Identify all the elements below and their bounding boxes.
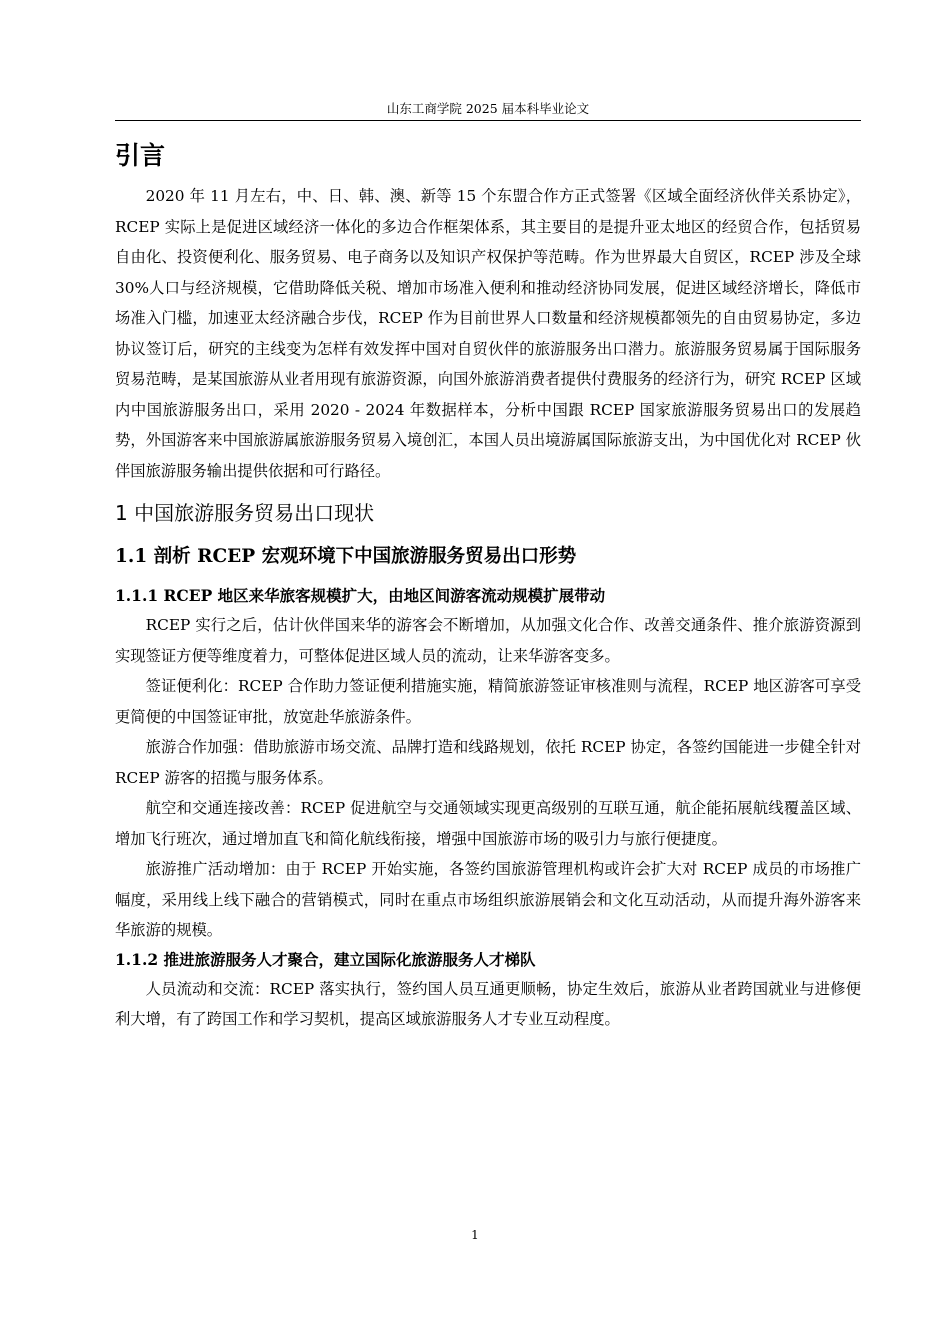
paragraph-talent-mobility: 人员流动和交流：RCEP 落实执行，签约国人员互通更顺畅，协定生效后，旅游从业者跨国就业与进修便利大增，有了跨国工作和学习契机，提高区域旅游服务人才专业互动程度。 [115,979,861,1028]
page-body [115,133,861,1035]
chapter-1-heading: 1 中国旅游服务贸易出口现状 [115,501,375,525]
intro-paragraph: 2020 年 11 月左右，中、日、韩、澳、新等 15 个东盟合作方正式签署《区域全面经济伙伴关系协定》，RCEP 实际上是促进区域经济一体化的多边合作框架体系，其主要目的是提升亚太地区的经贸合作，包括贸易自由化、投资便利化、服务贸易、电子商务以及知识产权保护等范畴。作为世界最大自贸区，RCEP 涉及全球 30%人口与经济规模，它借助降低关税、增加市场准入便利和推动经济协同发展，促进区域经济增长，降低市场准入门槛，加速亚太经济融合步伐，RCEP 作为目前世界人口数量和经济规模都领先的自由贸易协定，多边协议签订后，研究的主线变为怎样有效发挥中国对自贸伙伴的旅游服务出口潜力。旅游服务贸易属于国际服务贸易范畴，是某国旅游从业者用现有旅游资源，向国外旅游消费者提供付费服务的经济行为，研究 RCEP 区域内中国旅游服务出口，采用 2020 - 2024 年数据样本，分析中国跟 RCEP 国家旅游服务贸易出口的发展趋势，外国游客来中国旅游属旅游服务贸易入境创汇，本国人员出境游属国际旅游支出，为中国优化对 RCEP 伙伴国旅游服务输出提供依据和可行路径。 [115,187,861,480]
section-1-1-1-heading: 1.1.1 RCEP 地区来华旅客规模扩大，由地区间游客流动规模扩展带动 [115,586,606,605]
header-rule [115,120,861,121]
paragraph-visitor-growth: RCEP 实行之后，估计伙伴国来华的游客会不断增加，从加强文化合作、改善交通条件、推介旅游资源到实现签证方便等维度着力，可整体促进区域人员的流动，让来华游客变多。 [115,616,861,665]
paragraph-tourism-cooperation: 旅游合作加强：借助旅游市场交流、品牌打造和线路规划，依托 RCEP 协定，各签约国能进一步健全针对 RCEP 游客的招揽与服务体系。 [115,738,861,787]
paragraph-visa: 签证便利化：RCEP 合作助力签证便利措施实施，精简旅游签证审核准则与流程，RCEP 地区游客可享受更简便的中国签证审批，放宽赴华旅游条件。 [115,677,861,726]
page-number: 1 [471,1228,479,1242]
intro-heading: 引言 [115,141,166,170]
section-1-1-heading: 1.1 剖析 RCEP 宏观环境下中国旅游服务贸易出口形势 [115,546,577,567]
running-header: 山东工商学院 2025 届本科毕业论文 [386,101,590,116]
section-1-1-2-heading: 1.1.2 推进旅游服务人才聚合，建立国际化旅游服务人才梯队 [115,949,536,969]
paragraph-promotion: 旅游推广活动增加：由于 RCEP 开始实施，各签约国旅游管理机构或许会扩大对 RCEP 成员的市场推广幅度，采用线上线下融合的营销模式，同时在重点市场组织旅游展销会和文化互动活动，从而提升海外游客来华旅游的规模。 [115,860,861,939]
paragraph-aviation: 航空和交通连接改善：RCEP 促进航空与交通领域实现更高级别的互联互通，航企能拓展航线覆盖区域、增加飞行班次，通过增加直飞和简化航线衔接，增强中国旅游市场的吸引力与旅行便捷度。 [115,799,861,848]
